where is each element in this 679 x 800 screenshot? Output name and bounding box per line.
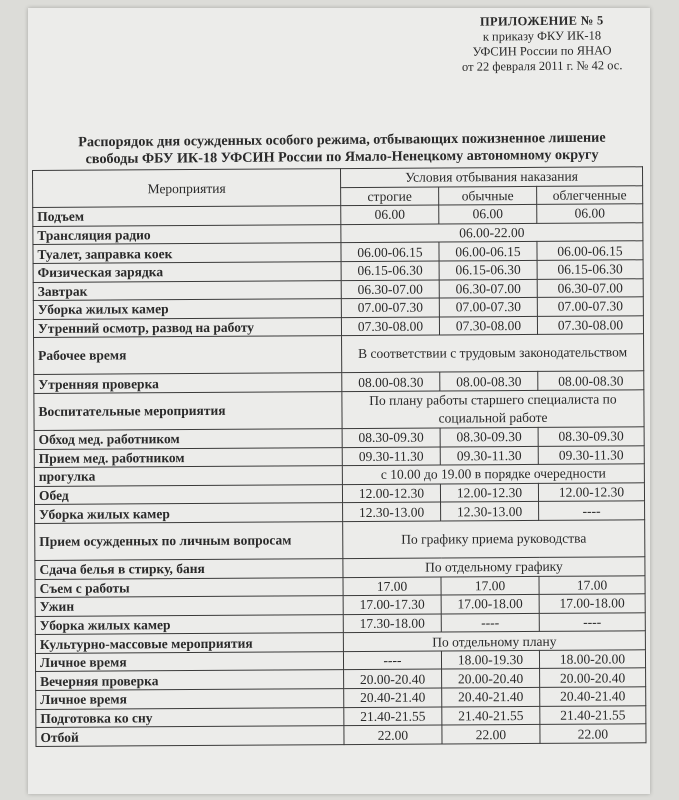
ordinary-cell: ---- <box>441 613 539 632</box>
table-row <box>34 390 644 431</box>
strict-cell: 12.30-13.00 <box>343 502 441 521</box>
strict-cell: 17.00-17.30 <box>343 595 441 614</box>
activity-cell: Съем с работы <box>35 577 343 597</box>
ordinary-cell: 09.30-11.30 <box>440 446 538 465</box>
strict-cell: 21.40-21.55 <box>344 707 442 726</box>
title-line-1: Распорядок дня осужденных особого режима, отбывающих пожизненное лишение <box>78 129 606 151</box>
appendix-order: к приказу ФКУ ИК-18 <box>482 28 602 44</box>
ordinary-cell: 12.30-13.00 <box>441 502 539 521</box>
activity-cell: Личное время <box>36 689 344 709</box>
header-ordinary: обычные <box>439 186 537 205</box>
activity-cell: Сдача белья в стирку, баня <box>35 559 343 579</box>
header-activity: Мероприятия <box>33 169 341 208</box>
ordinary-cell: 17.00-18.00 <box>441 595 539 614</box>
appendix-block <box>432 13 653 75</box>
relaxed-cell: 08.30-09.30 <box>538 427 644 446</box>
title-line-2: свободы ФБУ ИК-18 УФСИН России по Ямало-Ненецкому автономному округу <box>85 146 599 168</box>
schedule-table <box>32 166 647 747</box>
ordinary-cell: 08.00-08.30 <box>440 372 538 391</box>
ordinary-cell: 21.40-21.55 <box>442 706 540 725</box>
activity-cell: Обход мед. работником <box>34 429 342 449</box>
relaxed-cell: 09.30-11.30 <box>538 445 644 464</box>
ordinary-cell: 08.30-09.30 <box>440 427 538 446</box>
relaxed-cell: 18.00-20.00 <box>539 650 645 669</box>
relaxed-cell: 20.00-20.40 <box>540 668 646 687</box>
relaxed-cell: ---- <box>539 501 645 520</box>
relaxed-cell: 21.40-21.55 <box>540 705 646 724</box>
ordinary-cell: 20.00-20.40 <box>442 669 540 688</box>
activity-cell: Подготовка ко сну <box>36 707 344 727</box>
activity-cell: Прием осужденных по личным вопросам <box>35 522 343 561</box>
strict-cell: 17.00 <box>343 577 441 596</box>
table-row <box>34 334 644 375</box>
strict-cell: 07.00-07.30 <box>341 298 439 317</box>
ordinary-cell: 12.00-12.30 <box>440 483 538 502</box>
activity-cell: Прием мед. работником <box>34 447 342 467</box>
relaxed-cell: 06.30-07.00 <box>537 278 643 297</box>
merged-schedule-cell: По отдельному плану <box>343 631 645 651</box>
relaxed-cell: 17.00 <box>539 575 645 594</box>
relaxed-cell: 20.40-21.40 <box>540 687 646 706</box>
activity-cell: Уборка жилых камер <box>35 614 343 634</box>
header-conditions: Условия отбывания наказания <box>340 167 642 187</box>
document-title <box>36 129 648 168</box>
relaxed-cell: ---- <box>539 612 645 631</box>
relaxed-cell: 06.15-06.30 <box>537 260 643 279</box>
activity-cell: Отбой <box>36 726 344 746</box>
appendix-authority: УФСИН России по ЯНАО <box>472 43 612 59</box>
ordinary-cell: 17.00 <box>441 576 539 595</box>
activity-cell: Физическая зарядка <box>33 262 341 282</box>
strict-cell: 20.40-21.40 <box>344 688 442 707</box>
activity-cell: Туалет, заправка коек <box>33 243 341 263</box>
activity-cell: Завтрак <box>33 280 341 300</box>
activity-cell: Рабочее время <box>34 336 342 375</box>
ordinary-cell: 22.00 <box>442 725 540 744</box>
merged-schedule-cell: По отдельному графику <box>343 557 645 577</box>
activity-cell: Воспитательные мероприятия <box>34 392 342 431</box>
activity-cell: Трансляция радио <box>33 224 341 244</box>
merged-schedule-cell: 06.00-22.00 <box>341 223 643 243</box>
ordinary-cell: 06.00 <box>439 205 537 224</box>
appendix-date: от 22 февраля 2011 г. № 42 ос. <box>461 58 623 74</box>
strict-cell: 20.00-20.40 <box>344 669 442 688</box>
ordinary-cell: 06.30-07.00 <box>439 279 537 298</box>
activity-cell: Ужин <box>35 596 343 616</box>
ordinary-cell: 06.00-06.15 <box>439 242 537 261</box>
activity-cell: Обед <box>34 484 342 504</box>
relaxed-cell: 07.30-08.00 <box>537 316 643 335</box>
strict-cell: 06.15-06.30 <box>341 261 439 280</box>
relaxed-cell: 06.00 <box>537 204 643 223</box>
merged-schedule-cell: По плану работы старшего специалиста по социальной работе <box>342 390 644 429</box>
ordinary-cell: 07.30-08.00 <box>439 316 537 335</box>
relaxed-cell: 17.00-18.00 <box>539 594 645 613</box>
activity-cell: Уборка жилых камер <box>33 299 341 319</box>
activity-cell: Утренняя проверка <box>34 373 342 393</box>
header-relaxed: облегченные <box>537 185 643 204</box>
appendix-number: ПРИЛОЖЕНИЕ № 5 <box>479 13 604 29</box>
activity-cell: Подъем <box>33 206 341 226</box>
strict-cell: 06.00 <box>341 205 439 224</box>
ordinary-cell: 20.40-21.40 <box>442 687 540 706</box>
table-row <box>35 520 645 561</box>
relaxed-cell: 07.00-07.30 <box>537 297 643 316</box>
header-strict: строгие <box>341 187 439 206</box>
activity-cell: прогулка <box>34 466 342 486</box>
strict-cell: 17.30-18.00 <box>343 614 441 633</box>
strict-cell: 07.30-08.00 <box>341 317 439 336</box>
relaxed-cell: 12.00-12.30 <box>538 482 644 501</box>
strict-cell: 12.00-12.30 <box>342 484 440 503</box>
relaxed-cell: 06.00-06.15 <box>537 241 643 260</box>
merged-schedule-cell: В соответствии с трудовым законодательством <box>342 334 644 373</box>
strict-cell: ---- <box>343 651 441 670</box>
relaxed-cell: 08.00-08.30 <box>538 371 644 390</box>
activity-cell: Уборка жилых камер <box>35 503 343 523</box>
strict-cell: 09.30-11.30 <box>342 447 440 466</box>
strict-cell: 06.00-06.15 <box>341 242 439 261</box>
merged-schedule-cell: с 10.00 до 19.00 в порядке очередности <box>342 464 644 484</box>
merged-schedule-cell: По графику приема руководства <box>343 520 645 559</box>
activity-cell: Вечерняя проверка <box>36 670 344 690</box>
activity-cell: Личное время <box>35 651 343 671</box>
ordinary-cell: 18.00-19.30 <box>441 650 539 669</box>
table-row <box>36 724 646 746</box>
activity-cell: Культурно-массовые мероприятия <box>35 633 343 653</box>
activity-cell: Утренний осмотр, развод на работу <box>33 317 341 337</box>
strict-cell: 08.30-09.30 <box>342 428 440 447</box>
strict-cell: 22.00 <box>344 725 442 744</box>
strict-cell: 06.30-07.00 <box>341 280 439 299</box>
document-sheet <box>28 8 650 794</box>
strict-cell: 08.00-08.30 <box>342 372 440 391</box>
relaxed-cell: 22.00 <box>540 724 646 743</box>
ordinary-cell: 07.00-07.30 <box>439 298 537 317</box>
ordinary-cell: 06.15-06.30 <box>439 260 537 279</box>
